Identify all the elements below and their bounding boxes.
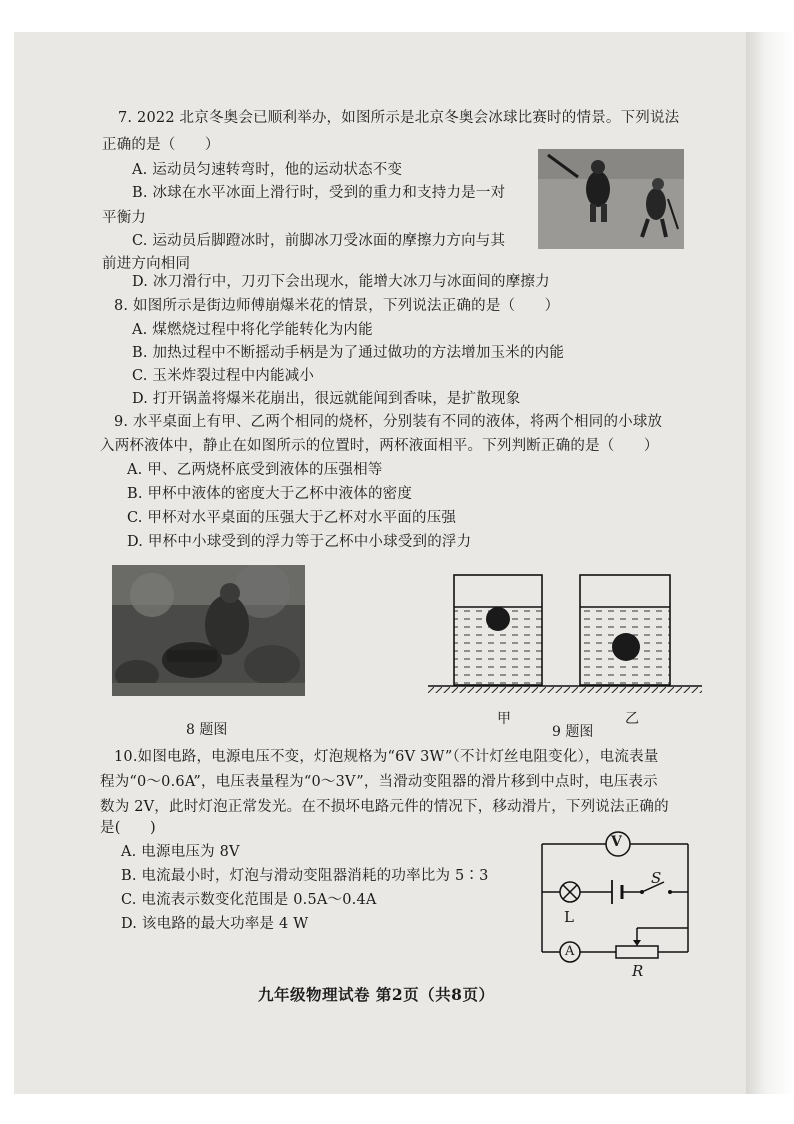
q9-beaker-diagram (426, 567, 706, 695)
q8-popcorn-photo (112, 565, 305, 696)
q7-option-a: A. 运动员匀速转弯时，他的运动状态不变 (132, 162, 403, 178)
q7-option-b-line1: B. 冰球在水平冰面上滑行时，受到的重力和支持力是一对 (132, 185, 506, 201)
lamp-label: L (564, 908, 574, 926)
page-footer: 九年级物理试卷 第2页（共8页） (258, 985, 495, 1004)
fig9-caption: 9 题图 (552, 724, 594, 740)
q10-stem-line2: 程为“0～0.6A”，电压表量程为“0～3V”，当滑动变阻器的滑片移到中点时，电压表示 (100, 774, 658, 790)
q7-option-c-line2: 前进方向相同 (102, 256, 191, 272)
q7-option-d: D. 冰刀滑行中，刀刃下会出现水，能增大冰刀与冰面间的摩擦力 (132, 274, 550, 290)
q8-option-b: B. 加热过程中不断摇动手柄是为了通过做功的方法增加玉米的内能 (132, 345, 565, 361)
q9-stem-line1: 9. 水平桌面上有甲、乙两个相同的烧杯，分别装有不同的液体，将两个相同的小球放 (114, 414, 663, 430)
switch-label: S (651, 869, 662, 887)
q9-stem-line2: 入两杯液体中，静止在如图所示的位置时，两杯液面相平。下列判断正确的是（ ） (100, 438, 659, 454)
q7-stem-line1: 7. 2022 北京冬奥会已顺利举办，如图所示是北京冬奥会冰球比赛时的情景。下列说法 (118, 110, 680, 126)
q10-stem-line1: 10.如图电路，电源电压不变，灯泡规格为“6V 3W”（不计灯丝电阻变化），电流表量 (114, 749, 659, 765)
q7-stem-line2: 正确的是（ ） (102, 137, 220, 153)
q8-stem: 8. 如图所示是街边师傅崩爆米花的情景，下列说法正确的是（ ） (114, 298, 560, 314)
q10-option-c: C. 电流表示数变化范围是 0.5A～0.4A (121, 892, 377, 908)
q10-option-a: A. 电源电压为 8V (121, 844, 240, 860)
q9-option-b: B. 甲杯中液体的密度大于乙杯中液体的密度 (127, 486, 413, 502)
q9-option-d: D. 甲杯中小球受到的浮力等于乙杯中小球受到的浮力 (127, 534, 472, 550)
q8-option-a: A. 煤燃烧过程中将化学能转化为内能 (132, 322, 373, 338)
fig8-caption: 8 题图 (186, 722, 228, 738)
q10-stem-line3: 数为 2V，此时灯泡正常发光。在不损坏电路元件的情况下，移动滑片，下列说法正确的 (100, 799, 669, 815)
rheostat-label: R (632, 962, 644, 980)
q8-option-d: D. 打开锅盖将爆米花崩出，很远就能闻到香味，是扩散现象 (132, 391, 521, 407)
beaker-label-right: 乙 (625, 711, 639, 727)
q8-option-c: C. 玉米炸裂过程中内能减小 (132, 368, 315, 384)
q9-option-a: A. 甲、乙两烧杯底受到液体的压强相等 (127, 462, 383, 478)
q7-option-c-line1: C. 运动员后脚蹬冰时，前脚冰刀受冰面的摩擦力方向与其 (132, 233, 506, 249)
q10-option-b: B. 电流最小时，灯泡与滑动变阻器消耗的功率比为 5∶3 (121, 868, 489, 884)
beaker-label-left: 甲 (497, 711, 511, 727)
paper-edge-shadow (746, 32, 794, 1094)
voltmeter-label: V (611, 834, 622, 850)
q10-stem-line4: 是( ) (100, 820, 156, 836)
q10-circuit-diagram (532, 828, 700, 980)
q7-ice-hockey-photo (538, 149, 684, 249)
ammeter-label: A (565, 944, 575, 959)
q7-option-b-line2: 平衡力 (102, 210, 147, 226)
q9-option-c: C. 甲杯对水平桌面的压强大于乙杯对水平面的压强 (127, 510, 457, 526)
q10-option-d: D. 该电路的最大功率是 4 W (121, 916, 309, 932)
